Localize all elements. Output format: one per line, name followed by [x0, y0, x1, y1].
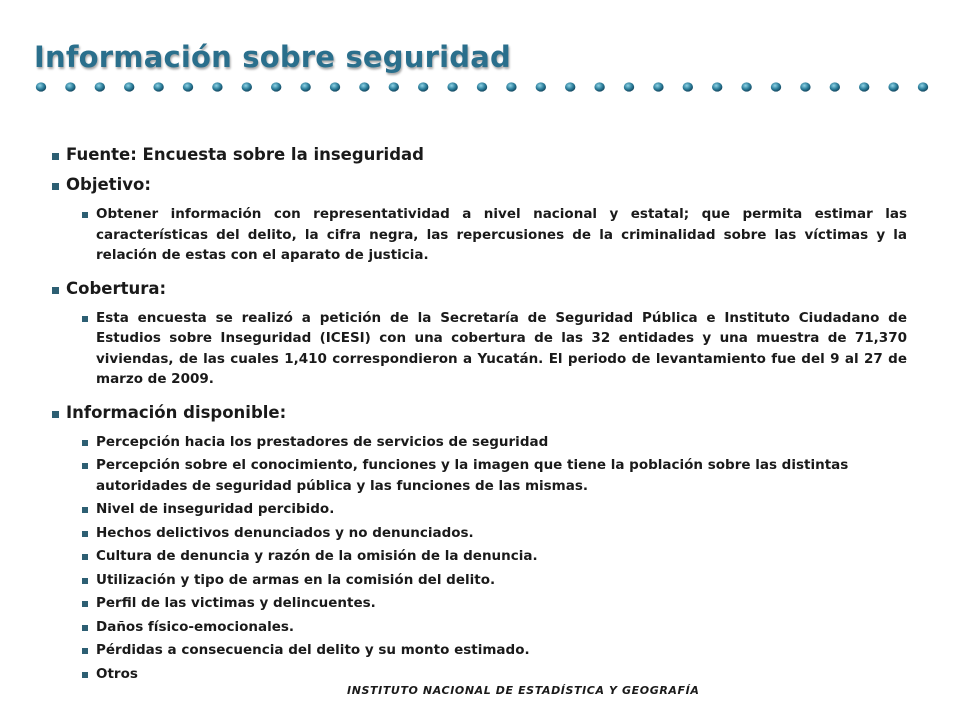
page-title: Información sobre seguridad [34, 40, 511, 74]
divider-dot [389, 82, 399, 91]
divider-dot [95, 82, 105, 91]
list-item [52, 523, 907, 544]
square-bullet-icon [82, 531, 88, 537]
list-item [52, 308, 907, 390]
divider-dot [830, 82, 840, 91]
divider-dot [477, 82, 487, 91]
section-objetivo [52, 174, 907, 196]
list-item [52, 617, 907, 638]
list-item-text: Obtener información con representatividad a nivel nacional y estatal; que permita estimar las características del delito, la cifra negra, las repercusiones de la criminalidad sobre las víctimas y la relación de estas con el aparato de justicia. [96, 206, 907, 263]
list-item [52, 664, 907, 685]
list-item [52, 546, 907, 567]
divider-dot [183, 82, 193, 91]
list-item [52, 499, 907, 520]
divider-dot [65, 82, 75, 91]
divider-dot [565, 82, 575, 91]
square-bullet-icon [52, 153, 59, 160]
footer-institution: INSTITUTO NACIONAL DE ESTADÍSTICA Y GEOGRAFÍA [347, 684, 700, 697]
square-bullet-icon [82, 601, 88, 607]
list-item-text: Utilización y tipo de armas en la comisión del delito. [96, 571, 496, 588]
section-informacion-disponible [52, 402, 907, 424]
square-bullet-icon [82, 507, 88, 513]
square-bullet-icon [82, 672, 88, 678]
square-bullet-icon [52, 183, 59, 190]
divider-dot [712, 82, 722, 91]
divider-dot [624, 82, 634, 91]
divider-dot [242, 82, 252, 91]
section-label: Información disponible: [66, 402, 287, 422]
divider-dot [683, 82, 693, 91]
list-item-text: Nivel de inseguridad percibido. [96, 501, 335, 517]
divider-dot [271, 82, 281, 91]
square-bullet-icon [82, 316, 88, 322]
list-item-text: Daños físico-emocionales. [96, 618, 295, 635]
divider-dot [447, 82, 457, 91]
list-item-text: Esta encuesta se realizó a petición de la Secretaría de Seguridad Pública e Instituto Ciudadano de Estudios sobre Inseguridad (ICESI) con una cobertura de las 32 entidades y una muestra de 71,370 viviendas, de las cuales 1,410 correspondieron a Yucatán. El periodo de levantamiento fue del 9 al 27 de marzo de 2009. [96, 309, 907, 387]
divider-dot [741, 82, 751, 91]
square-bullet-icon [82, 625, 88, 631]
list-item-text: Cultura de denuncia y razón de la omisión de la denuncia. [96, 548, 538, 564]
square-bullet-icon [82, 440, 88, 446]
divider-dot [359, 82, 369, 91]
divider-dot [594, 82, 604, 91]
list-item-text: Percepción sobre el conocimiento, funciones y la imagen que tiene la población sobre las distintas autoridades de seguridad pública y las funciones de las mismas. [96, 457, 849, 494]
divider-dot [506, 82, 516, 91]
section-label: Objetivo: [66, 175, 151, 194]
divider-dot [330, 82, 340, 91]
square-bullet-icon [82, 648, 88, 654]
divider-dot [888, 82, 898, 91]
section-label: Cobertura: [66, 278, 167, 298]
divider-dot [418, 82, 428, 91]
divider-dot [300, 82, 310, 91]
divider-dot [653, 82, 663, 91]
dotted-divider [35, 80, 935, 94]
section-label: Fuente: Encuesta sobre la inseguridad [66, 145, 424, 164]
divider-dot [771, 82, 781, 91]
section-fuente [52, 144, 907, 166]
divider-dot [536, 82, 546, 91]
section-cobertura [52, 278, 907, 300]
divider-dot [124, 82, 134, 91]
divider-dot [800, 82, 810, 91]
content-list [52, 144, 907, 687]
divider-dot [859, 82, 869, 91]
list-item [52, 455, 907, 496]
divider-dot [918, 82, 928, 91]
list-item [52, 570, 907, 591]
list-item-text: Otros [96, 665, 138, 682]
divider-dot [36, 82, 46, 91]
list-item [52, 593, 907, 614]
square-bullet-icon [82, 463, 88, 469]
list-item [52, 204, 907, 266]
divider-dot [153, 82, 163, 91]
list-item [52, 432, 907, 453]
divider-dot [212, 82, 222, 91]
list-item [52, 640, 907, 661]
square-bullet-icon [52, 287, 59, 294]
square-bullet-icon [82, 554, 88, 560]
square-bullet-icon [82, 212, 88, 218]
list-item-text: Percepción hacia los prestadores de servicios de seguridad [96, 433, 549, 450]
square-bullet-icon [82, 578, 88, 584]
square-bullet-icon [52, 411, 59, 418]
list-item-text: Hechos delictivos denunciados y no denunciados. [96, 524, 474, 541]
list-item-text: Pérdidas a consecuencia del delito y su monto estimado. [96, 642, 530, 658]
list-item-text: Perfil de las victimas y delincuentes. [96, 595, 376, 611]
